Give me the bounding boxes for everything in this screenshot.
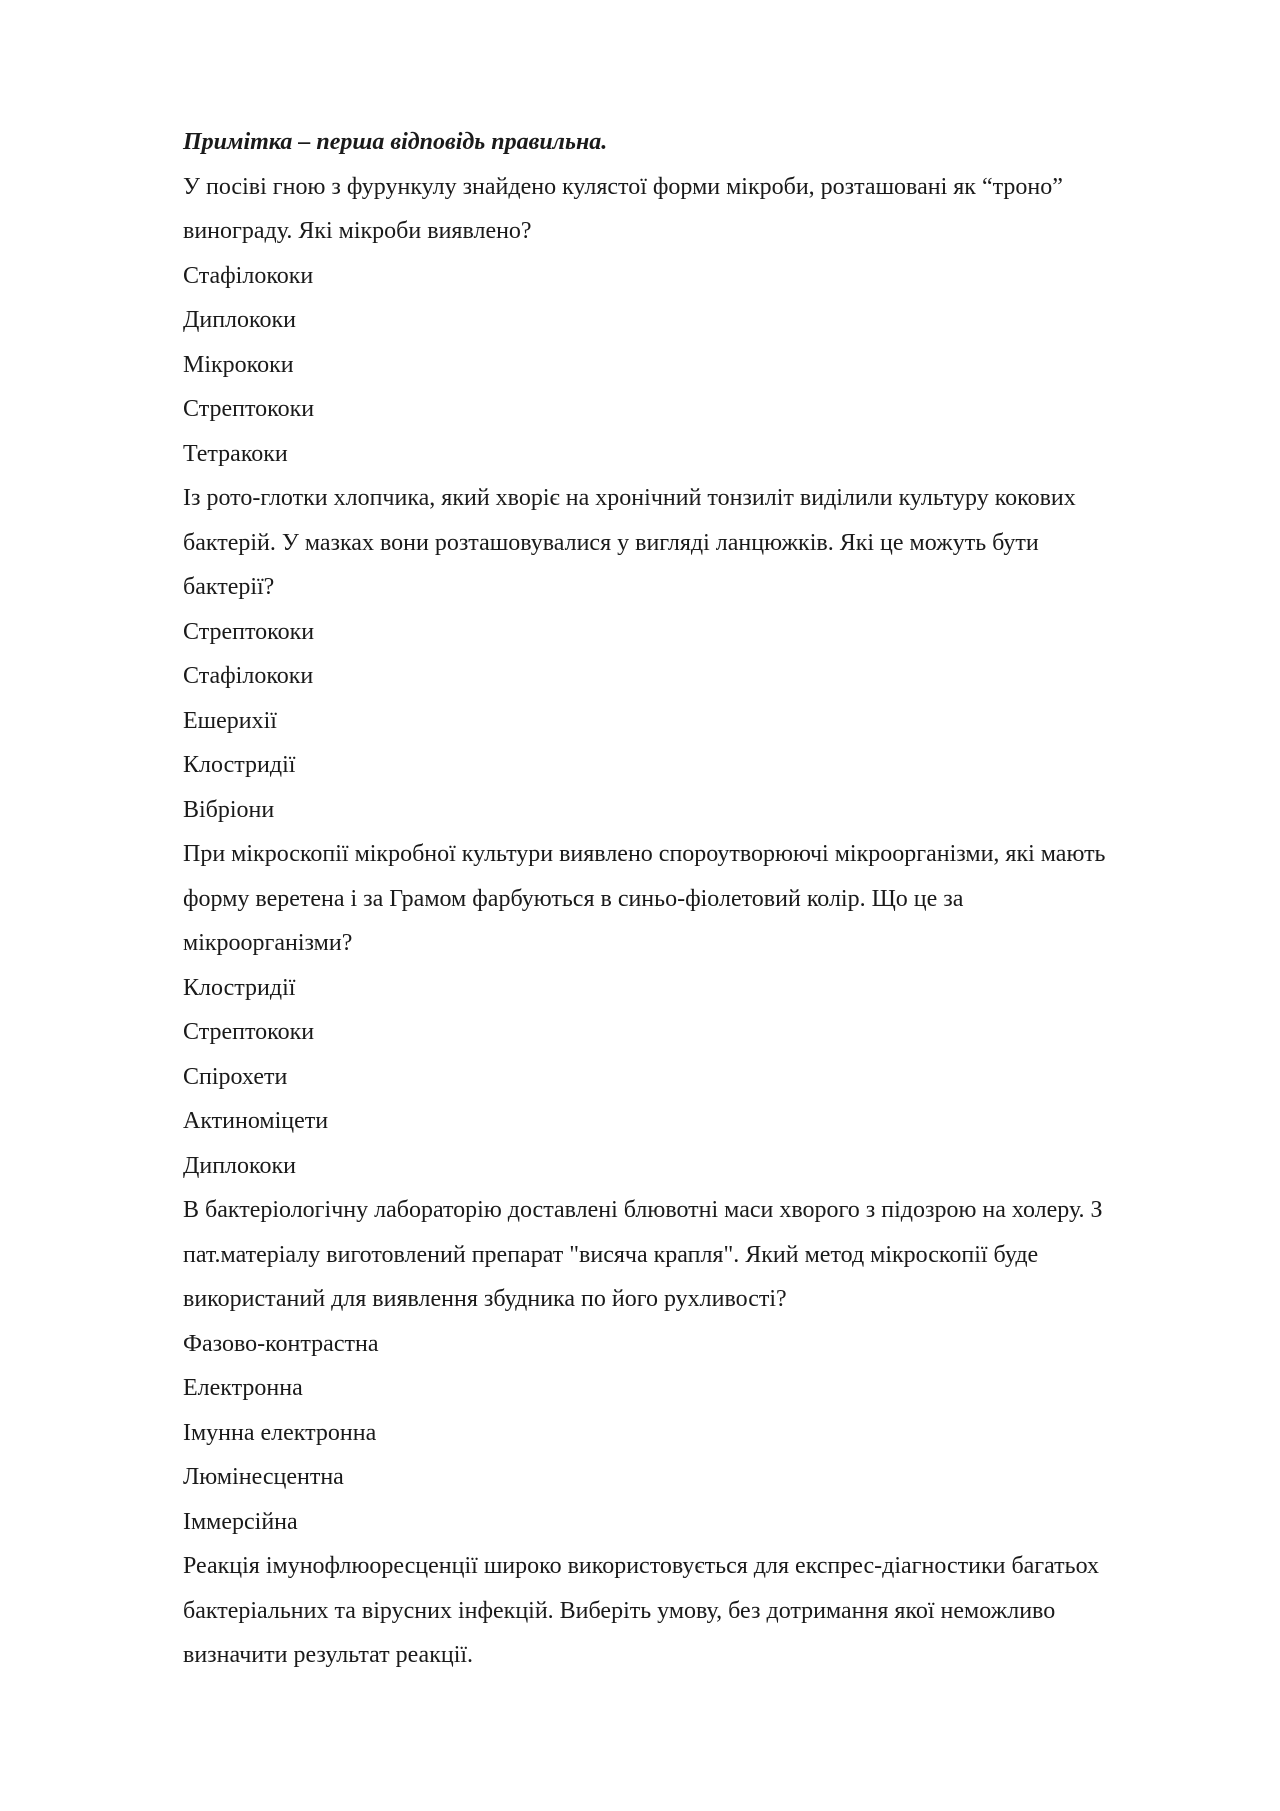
question-text-line: пат.матеріалу виготовлений препарат "висяча крапля". Який метод мікроскопії буде [183, 1241, 1039, 1268]
question-text-line: форму веретена і за Грамом фарбуються в синьо-фіолетовий колір. Що це за [183, 885, 964, 912]
question-block-2 [183, 476, 1193, 832]
answer-option: Стафілококи [183, 262, 314, 289]
question-text-line: бактерій. У мазках вони розташовувалися у вигляді ланцюжків. Які це можуть бути [183, 529, 1039, 556]
note-line: Примітка – перша відповідь правильна. [183, 129, 608, 155]
answer-option: Стрептококи [183, 396, 315, 422]
question-text-line: використаний для виявлення збудника по його рухливості? [183, 1286, 787, 1312]
answer-option: Вібріони [183, 796, 275, 823]
document-content [183, 120, 1193, 1678]
answer-option: Електронна [183, 1375, 303, 1401]
answer-option: Диплококи [183, 307, 296, 333]
question-text-line: Реакція імунофлюоресценції широко використовується для експрес-діагностики багатьох [183, 1553, 1100, 1579]
question-text-line: При мікроскопії мікробної культури виявлено спороутворюючі мікроорганізми, які мають [183, 841, 1106, 867]
question-text-line: бактерії? [183, 574, 275, 600]
answer-option: Стрептококи [183, 618, 315, 645]
question-block-5 [183, 1544, 1193, 1678]
answer-option: Фазово-контрастна [183, 1330, 379, 1357]
answer-option: Мікрококи [183, 351, 294, 378]
question-text-line: мікроорганізми? [183, 930, 353, 956]
answer-option: Актиноміцети [183, 1108, 329, 1134]
question-text-line: визначити результат реакції. [183, 1642, 474, 1668]
answer-option: Стрептококи [183, 1019, 315, 1045]
question-block-1 [183, 165, 1193, 477]
question-text-line: бактеріальних та вірусних інфекцій. Виберіть умову, без дотримання якої неможливо [183, 1597, 1056, 1624]
question-text-line: В бактеріологічну лабораторію доставлені блювотні маси хворого з підозрою на холеру. З [183, 1197, 1103, 1223]
answer-option: Клостридії [183, 752, 296, 778]
question-block-4 [183, 1188, 1193, 1544]
answer-option: Тетракоки [183, 440, 288, 467]
answer-option: Диплококи [183, 1152, 296, 1179]
answer-option: Імунна електронна [183, 1419, 377, 1446]
answer-option: Стафілококи [183, 663, 314, 689]
answer-option: Іммерсійна [183, 1508, 298, 1535]
answer-option: Клостридії [183, 974, 296, 1001]
question-text-line: Із рото-глотки хлопчика, який хворіє на хронічний тонзиліт виділили культуру кокових [183, 485, 1076, 511]
question-block-3 [183, 832, 1193, 1188]
answer-option: Люмінесцентна [183, 1464, 344, 1490]
question-text-line: У посіві гною з фурункулу знайдено кулястої форми мікроби, розташовані як “троно” [183, 173, 1063, 200]
answer-option: Ешерихії [183, 707, 277, 734]
answer-option: Спірохети [183, 1063, 288, 1090]
question-text-line: винограду. Які мікроби виявлено? [183, 218, 532, 244]
